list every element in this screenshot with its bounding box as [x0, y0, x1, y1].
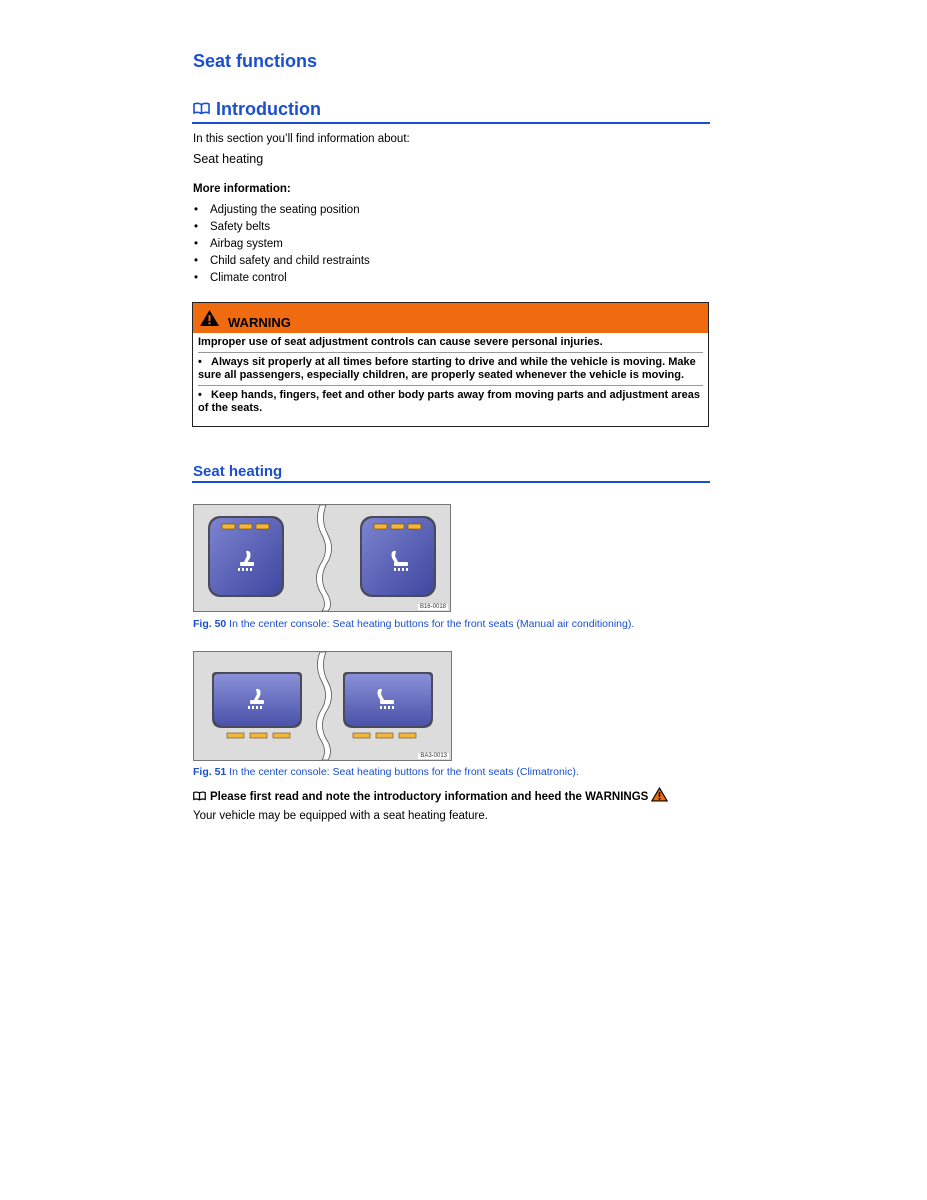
- book-icon: [193, 788, 206, 806]
- list-item: • Child safety and child restraints: [194, 255, 370, 267]
- intro-topic: Seat heating: [193, 152, 264, 166]
- page-title: Seat functions: [193, 51, 318, 71]
- warning-box: [192, 302, 709, 427]
- warning-triangle-icon: [199, 309, 220, 331]
- figure-51: [193, 651, 452, 761]
- intro-lead: In this section you’ll find information about:: [193, 133, 410, 145]
- intro-heading: [193, 99, 321, 120]
- list-item: • Safety belts: [194, 221, 271, 233]
- more-info-list: [193, 203, 370, 288]
- figure-50: [193, 504, 451, 612]
- figure-50-illustration: [194, 505, 450, 611]
- intro-rule: [192, 122, 710, 124]
- list-item: • Adjusting the seating position: [194, 204, 360, 216]
- warning-header: [193, 303, 708, 333]
- figure-50-caption: Fig. 50 In the center console: Seat heating buttons for the front seats (Manual air conditioning).: [193, 618, 635, 630]
- seat-heating-body: Your vehicle may be equipped with a seat heating feature.: [193, 810, 488, 822]
- warning-title: WARNING: [228, 315, 291, 330]
- intro-heading-text: Introduction: [216, 99, 321, 119]
- seat-heating-heading: Seat heating: [193, 463, 283, 480]
- list-item: • Climate control: [194, 272, 287, 284]
- figure-51-illustration: [194, 652, 451, 760]
- figure-50-code: B16-0018: [419, 604, 446, 610]
- figure-51-code: BA3-0013: [420, 753, 447, 759]
- figure-51-caption: Fig. 51 In the center console: Seat heating buttons for the front seats (Climatronic).: [193, 766, 579, 778]
- warning-item: • Always sit properly at all times before starting to drive and while the vehicle is moving. Make sure all passengers, especially children, are properly seated whenever the vehicle is moving.: [198, 352, 703, 382]
- read-notice: [193, 787, 668, 807]
- warning-lead: Improper use of seat adjustment controls can cause severe personal injuries.: [198, 336, 603, 348]
- book-icon: [193, 99, 210, 120]
- more-info-label: More information:: [193, 183, 291, 195]
- list-item: • Airbag system: [194, 238, 283, 250]
- warning-triangle-icon: [651, 787, 668, 807]
- seat-heating-rule: [192, 481, 710, 483]
- read-notice-text: Please first read and note the introductory information and heed the WARNINGS: [210, 791, 649, 803]
- warning-body: [193, 333, 708, 415]
- warning-item: • Keep hands, fingers, feet and other body parts away from moving parts and adjustment areas of the seats.: [198, 385, 703, 415]
